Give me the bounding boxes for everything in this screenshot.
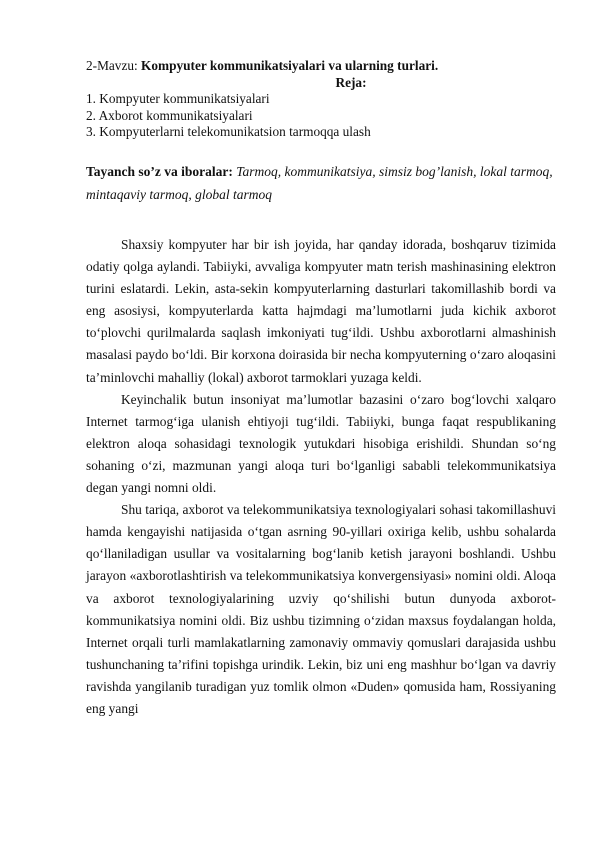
plan-item: 3. Kompyuterlarni telekomunikatsion tarmoqqa ulash (86, 124, 371, 139)
keywords-text: Tarmoq, kommunikatsiya, simsiz bog’lanish, lokal tarmoq, mintaqaviy tarmoq, global tarmoq (86, 164, 553, 202)
topic-title: Kompyuter kommunikatsiyalari va ularning turlari. (141, 58, 439, 73)
header-block (86, 58, 556, 141)
paragraph: Shaxsiy kompyuter har bir ish joyida, har qanday idorada, boshqaruv tizimida odatiy qolga aylandi. Tabiiyki, avvaliga kompyuter matn terish mashinasining elektron turini eslatardi. Lekin, asta-sekin kompyuterlarning dasturlari takomillashib bordi va eng asosiysi, kompyuterlarda katta hajmdagi ma’lumotlarni juda kichik axborot to‘plovchi qurilmalarda saqlash imkoniyati tug‘ildi. Ushbu axborotlarni almashinish masalasi paydo bo‘ldi. Bir korxona doirasida bir necha kompyuterning o‘zaro aloqasini ta’minlovchi mahalliy (lokal) axborot tarmoklari yuzaga keldi. (86, 237, 556, 385)
plan-item: 2. Axborot kommunikatsiyalari (86, 107, 253, 123)
topic-line (86, 58, 556, 75)
topic-prefix: 2-Mavzu: (86, 58, 142, 73)
body-text (86, 234, 556, 720)
plan-heading: Reja: (335, 74, 367, 90)
keywords-label: Tayanch so’z va iboralar: (86, 164, 233, 179)
paragraph: Keyinchalik butun insoniyat ma’lumotlar bazasini o‘zaro bog‘lovchi xalqaro Internet tarmog‘iga ulanish ehtiyoji tug‘ildi. Tabiiyki, bunga faqat respublikaning elektron aloqa sohasidagi texnologik yutukdari hisobiga erishildi. Shundan so‘ng sohaning o‘zi, mazmunan yangi aloqa turi bo‘lganligi sababli telekommunikatsiya degan yangi nomni oldi. (86, 391, 556, 496)
keywords-block (86, 160, 556, 206)
paragraph: Shu tariqa, axborot va telekommunikatsiya texnologiyalari sohasi takomillashuvi hamda kengayishi natijasida o‘tgan asrning 90-yillari oxiriga kelib, ushbu sohalarda qo‘llaniladigan usullar va vositalarning bog‘lanib ketish jarayoni boshlandi. Ushbu jarayon «axborotlashtirish va telekommunikatsiya konvergensiyasi» nomini oldi. Aloqa va axborot texnologiyalarining uzviy qo‘shilishi butun dunyoda axborot-kommunikatsiya nomini oldi. Biz ushbu tizimning o‘zidan maxsus foydalangan holda, Internet orqali turli mamlakatlarning zamonaviy ommaviy qomuslari darajasida ushbu tushunchaning ta’rifini topishga urindik. Lekin, biz uni eng mashhur bo‘lgan va davriy ravishda yangilanib turadigan yuz tomlik olmon «Duden» qomusida ham, Rossiyaning eng yangi (86, 502, 556, 716)
plan-item: 1. Kompyuter kommunikatsiyalari (86, 91, 270, 106)
